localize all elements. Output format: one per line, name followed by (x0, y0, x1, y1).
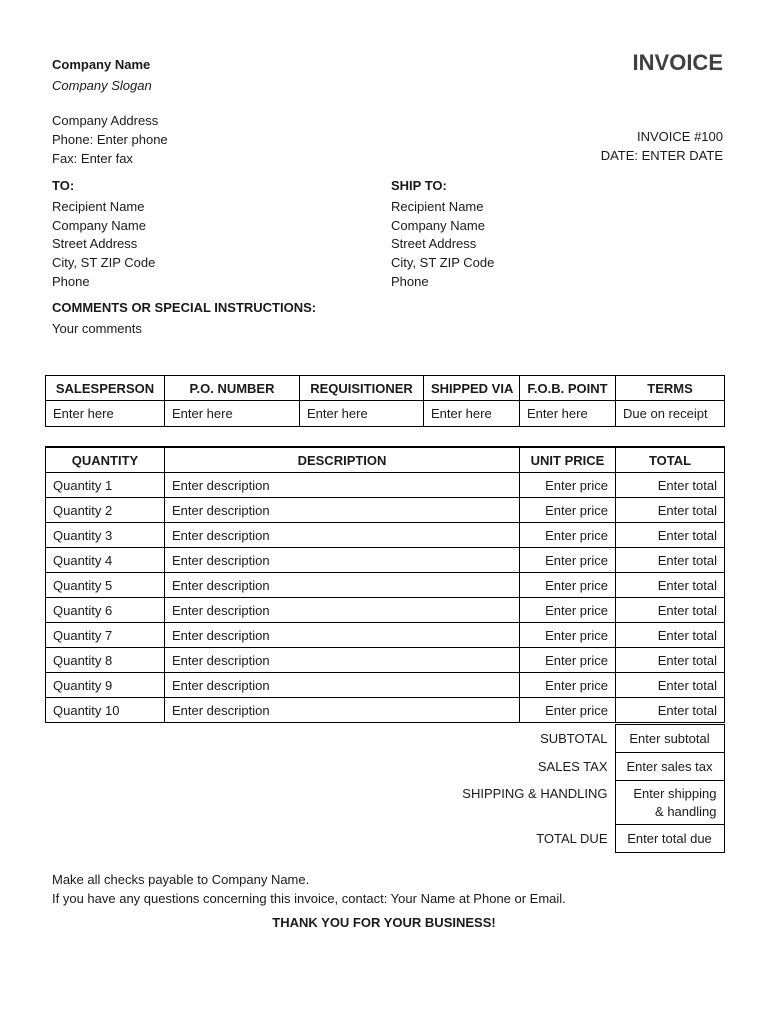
total-due-label: TOTAL DUE (536, 831, 608, 846)
sales-tax-row (45, 753, 724, 781)
subtotal-value[interactable]: Enter subtotal (615, 725, 724, 753)
terms-header: TERMS (616, 376, 725, 401)
ship-to-company: Company Name (391, 218, 485, 233)
ship-to-heading: SHIP TO: (391, 178, 447, 193)
unit-price-cell[interactable]: Enter price (520, 648, 616, 673)
comments-text: Your comments (52, 321, 142, 336)
total-cell[interactable]: Enter total (616, 498, 725, 523)
totals-table (45, 724, 725, 853)
invoice-number: INVOICE #100 (637, 129, 723, 144)
table-row (46, 598, 725, 623)
total-cell[interactable]: Enter total (616, 673, 725, 698)
quantity-cell[interactable]: Quantity 3 (46, 523, 165, 548)
unit-price-cell[interactable]: Enter price (520, 673, 616, 698)
unit-price-cell[interactable]: Enter price (520, 598, 616, 623)
fob-point-header: F.O.B. POINT (520, 376, 616, 401)
total-cell[interactable]: Enter total (616, 573, 725, 598)
shipping-value-line1: Enter shipping (633, 785, 717, 801)
contact-note: If you have any questions concerning this invoice, contact: Your Name at Phone or Email. (52, 891, 566, 906)
table-row (46, 698, 725, 723)
to-company: Company Name (52, 218, 146, 233)
table-row (46, 573, 725, 598)
quantity-cell[interactable]: Quantity 5 (46, 573, 165, 598)
company-name: Company Name (52, 57, 151, 72)
table-row (46, 523, 725, 548)
description-cell[interactable]: Enter description (165, 698, 520, 723)
quantity-cell[interactable]: Quantity 9 (46, 673, 165, 698)
po-number-header: P.O. NUMBER (165, 376, 300, 401)
subtotal-row (45, 725, 724, 753)
table-row (46, 623, 725, 648)
salesperson-header: SALESPERSON (46, 376, 165, 401)
description-cell[interactable]: Enter description (165, 498, 520, 523)
total-cell[interactable]: Enter total (616, 648, 725, 673)
po-number-value[interactable]: Enter here (165, 401, 300, 427)
shipped-via-value[interactable]: Enter here (424, 401, 520, 427)
total-cell[interactable]: Enter total (616, 548, 725, 573)
requisitioner-header: REQUISITIONER (300, 376, 424, 401)
salesperson-value[interactable]: Enter here (46, 401, 165, 427)
ship-to-recipient: Recipient Name (391, 199, 484, 214)
company-slogan: Company Slogan (52, 78, 152, 93)
unit-price-cell[interactable]: Enter price (520, 498, 616, 523)
requisitioner-value[interactable]: Enter here (300, 401, 424, 427)
unit-price-cell[interactable]: Enter price (520, 548, 616, 573)
shipping-label: SHIPPING & HANDLING (462, 785, 608, 801)
total-due-value[interactable]: Enter total due (615, 825, 724, 853)
total-cell[interactable]: Enter total (616, 598, 725, 623)
terms-value[interactable]: Due on receipt (616, 401, 725, 427)
table-row (46, 498, 725, 523)
shipping-row (45, 781, 724, 825)
invoice-date: DATE: ENTER DATE (600, 148, 723, 163)
description-header: DESCRIPTION (165, 447, 520, 473)
unit-price-header: UNIT PRICE (520, 447, 616, 473)
description-cell[interactable]: Enter description (165, 473, 520, 498)
to-city: City, ST ZIP Code (52, 255, 156, 270)
total-header: TOTAL (616, 447, 725, 473)
fob-point-value[interactable]: Enter here (520, 401, 616, 427)
total-cell[interactable]: Enter total (616, 473, 725, 498)
order-info-table (45, 375, 725, 427)
company-fax: Fax: Enter fax (52, 151, 133, 166)
table-row (46, 648, 725, 673)
unit-price-cell[interactable]: Enter price (520, 523, 616, 548)
to-street: Street Address (52, 236, 138, 251)
ship-to-city: City, ST ZIP Code (391, 255, 495, 270)
quantity-cell[interactable]: Quantity 7 (46, 623, 165, 648)
total-due-row (45, 825, 724, 853)
description-cell[interactable]: Enter description (165, 623, 520, 648)
total-cell[interactable]: Enter total (616, 523, 725, 548)
company-phone: Phone: Enter phone (52, 132, 168, 147)
quantity-cell[interactable]: Quantity 6 (46, 598, 165, 623)
line-items-header-row (46, 447, 725, 473)
to-recipient: Recipient Name (52, 199, 145, 214)
total-cell[interactable]: Enter total (616, 698, 725, 723)
to-phone: Phone (52, 274, 90, 289)
description-cell[interactable]: Enter description (165, 648, 520, 673)
thank-you-note: THANK YOU FOR YOUR BUSINESS! (272, 915, 496, 930)
quantity-cell[interactable]: Quantity 2 (46, 498, 165, 523)
order-info-header-row (46, 376, 725, 401)
shipping-value[interactable] (615, 781, 724, 825)
quantity-header: QUANTITY (46, 447, 165, 473)
shipping-value-line2: & handling (655, 803, 717, 819)
sales-tax-label: SALES TAX (537, 759, 608, 774)
description-cell[interactable]: Enter description (165, 598, 520, 623)
comments-heading: COMMENTS OR SPECIAL INSTRUCTIONS: (52, 300, 317, 315)
description-cell[interactable]: Enter description (165, 548, 520, 573)
unit-price-cell[interactable]: Enter price (520, 623, 616, 648)
description-cell[interactable]: Enter description (165, 523, 520, 548)
ship-to-phone: Phone (391, 274, 429, 289)
table-row (46, 673, 725, 698)
company-address: Company Address (52, 113, 159, 128)
description-cell[interactable]: Enter description (165, 673, 520, 698)
table-row (46, 473, 725, 498)
total-cell[interactable]: Enter total (616, 623, 725, 648)
to-heading: TO: (52, 178, 75, 193)
subtotal-label: SUBTOTAL (540, 731, 608, 746)
unit-price-cell[interactable]: Enter price (520, 698, 616, 723)
checks-note: Make all checks payable to Company Name. (52, 872, 310, 887)
table-row (46, 548, 725, 573)
line-items-table (45, 446, 725, 723)
quantity-cell[interactable]: Quantity 4 (46, 548, 165, 573)
quantity-cell[interactable]: Quantity 8 (46, 648, 165, 673)
unit-price-cell[interactable]: Enter price (520, 473, 616, 498)
order-info-value-row (46, 401, 725, 427)
invoice-title: INVOICE (632, 50, 723, 75)
sales-tax-value[interactable]: Enter sales tax (615, 753, 724, 781)
unit-price-cell[interactable]: Enter price (520, 573, 616, 598)
quantity-cell[interactable]: Quantity 1 (46, 473, 165, 498)
ship-to-street: Street Address (391, 236, 477, 251)
shipped-via-header: SHIPPED VIA (424, 376, 520, 401)
quantity-cell[interactable]: Quantity 10 (46, 698, 165, 723)
description-cell[interactable]: Enter description (165, 573, 520, 598)
